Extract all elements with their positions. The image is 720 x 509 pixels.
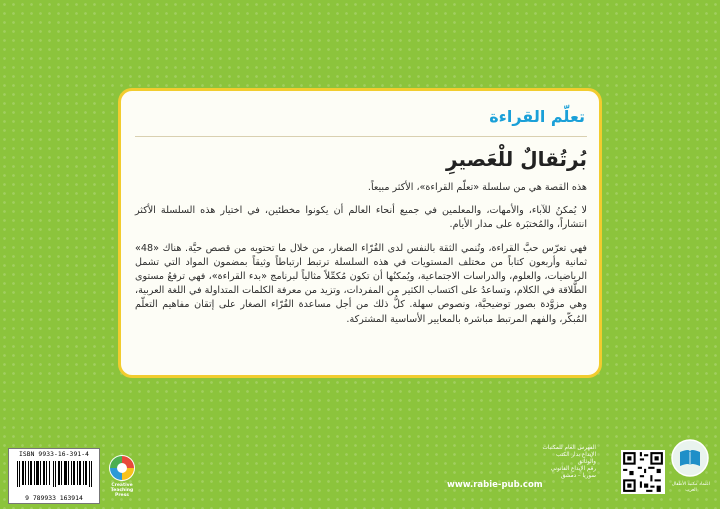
- back-cover-panel: [118, 88, 602, 378]
- publisher-logo-icon: [107, 453, 137, 483]
- library-line: سوريا – دمشق: [560, 473, 596, 479]
- barcode-icon: [15, 461, 95, 493]
- isbn-barcode: [8, 448, 100, 504]
- library-line: رقم الإيداع القانوني: [550, 466, 596, 472]
- accreditation-badge: [668, 438, 714, 504]
- divider: [135, 136, 587, 137]
- library-line: الإيداع بدار الكتب والوثائق: [556, 452, 596, 465]
- series-title: تعلّم القراءة: [489, 107, 585, 126]
- publisher-logo: [105, 453, 139, 503]
- website-url: www.rabie-pub.com: [447, 480, 543, 490]
- qr-code-icon: [621, 450, 665, 494]
- book-seal-icon: [668, 438, 712, 478]
- paragraph-description: فهي تعرّس حبَّ القراءة، وتُنمي الثقة بالنفس لدى القُرّاء الصغار، من خلال ما تحتويه من قصص حيَّة. هناك «48» ثمانية وأربعون كتاباً من مختلف المستويات في هذه السلسلة ترتبط ارتباطاً وثيقاً بمضمون المواد التي تشمل الرياضيات، والعلوم، والدراسات الاجتماعية، ويُمكنُها أن تكون مُكمِّلاً مثالياً لبرنامج «بدء القراءة»، فهي ترفعُ مستوى الطَّلاقة في الكلام، وتساعدُ على اكتساب الكثير من المفردات، وتزيد من معرفة الكلمات المتداولة في اللغة العربية، وهي مزوَّدة بصور توضيحيَّة، ونصوص سهلة. كلُّ ذلك من أجل مساعدة القُرّاء الصغار على إتقان مفاهيم التعلّم المُبكّر، والفهم المرتبط مباشرة بالمعايير الأساسية المشتركة.: [135, 242, 587, 325]
- badge-text: اعتماد مكتبة الأطفال العرب: [671, 482, 711, 493]
- book-title: بُرتُقالٌ للْعَصيرِ: [446, 147, 587, 171]
- paragraph-popularity: لا يُمكنُ للآباء، والأمهات، والمعلمين في جميع أنحاء العالم أن يكونوا مخطئين، في اختيار هذه السلسلة الأكثر انتشاراً، والمُختبَرة على مدار الأيام.: [135, 205, 587, 231]
- library-line: الفهرس العام للمكتبات: [542, 445, 596, 451]
- barcode-digits: 9 789933 163914: [25, 494, 83, 502]
- library-info: [538, 445, 596, 483]
- isbn-number: ISBN 9933-16-391-4: [18, 451, 90, 458]
- publisher-logo-text: Creative Teaching Press: [110, 483, 134, 498]
- paragraph-intro: هذه القصة هي من سلسلة «تعلّم القراءة»، الأكثر مبيعاً.: [367, 182, 587, 193]
